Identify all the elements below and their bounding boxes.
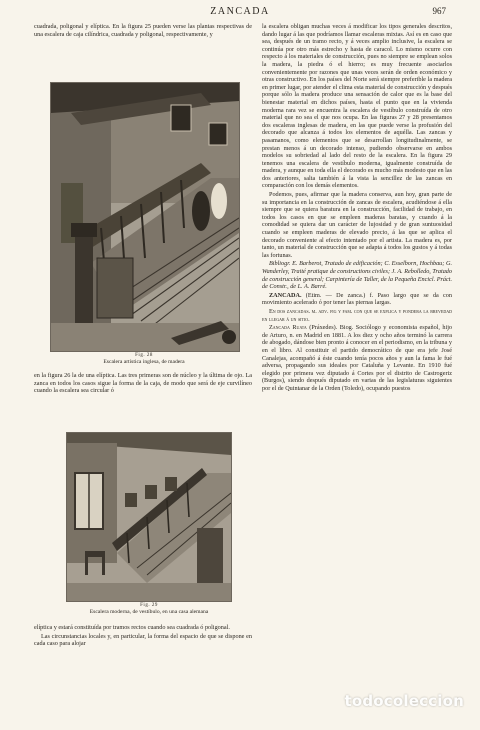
entry-zancada [262, 292, 452, 307]
vestibule-staircase-illustration [67, 433, 231, 601]
running-title: ZANCADA [210, 6, 270, 17]
figure-29-label: Fig. 29 [140, 603, 158, 608]
paragraph: la escalera obligan muchas veces á modificar los tipos generales descritos, dando lugar á las que podríamos llamar escaleras mixtas. Así es en caso que sea, después de un tramo recto, y á veces amplio inclusive, la escalera se continúa por otro más estrecho y hasta de caracol. Lo mismo ocurre con respecto á los materiales de construcción, pues no siempre se emplean solos la madera, la piedra ó el hierro; es muy frecuente asociarlos convenientemente por razones que unas veces serán de orden económico y otras constructivo. En los países del Norte será siempre preferible la madera en primer lugar, por atender el clima esta material de construcción y después porque sólo la madera produce una sensación de calor que es la base del bienestar material en dichos países, hasta el punto que en la vivienda moderna rara vez se encuentra la escalera de vestíbulo construída de otro material que no sea el que nos ocupa. En las figuras 27 y 28 presentamos dos escaleras inglesas de madera, en las que puede verse la profusión del decorado que alcanza á todos los elementos de aquélla. Las zancas y pasamanos, como elementos que se desarrollan longitudinalmente, se prestan menos á un decorado intenso, pudiendo observarse en ambos modelos su sobriedad al lado del resto de la escalera. En la figura 29 tenemos una escalera de vestíbulo moderna, igualmente construída de madera, y aunque en toda ella el decorado es mucho más modesto que en las dos anteriores, salta también á la vista la sencillez de las zancas en comparación con los demás elementos. [262, 23, 452, 190]
locution-text: En dos zancadas. m. adv. fig y fam. con que se explica y pondera la brevedad en llegar á un sitio. [262, 307, 452, 323]
watermark-logo: todocoleccion [344, 692, 464, 710]
left-column-top-text [34, 23, 252, 39]
figure-28-engraving [50, 82, 240, 352]
figure-29-caption-text: Escalera moderna, de vestíbulo, en una casa alemana [89, 609, 209, 615]
figure-29-caption [46, 602, 252, 616]
paragraph: Podemos, pues, afirmar que la madera conserva, aun hoy, gran parte de su importancia en la construcción de zancas de escalera, acudiéndose á ella siempre que se quiera baratura en la construcción, facilidad de trabajo, en todos los casos en que se empleen maderas baratas, y cuando á la comodidad se quiera dar un carácter de lujosidad y de gran suntuosidad cuando se empleen maderas de elevado precio, á las que se aplica el decorado conveniente al efecto intentado por el artista. La madera es, por tanto, un material de construcción que se adapta á todos los gustos y á todas las fortunas. [262, 191, 452, 259]
page-number: 967 [432, 6, 446, 16]
paragraph: elíptica y estará constituída por tramos rectos cuando sea cuadrada ó poligonal. [34, 624, 230, 631]
staircase-engraving-illustration [51, 83, 239, 351]
entry-definition: (Etim. — De zanca.) f. Paso largo que se da con movimiento acelerado ó por tener las piernas largas. [262, 291, 452, 307]
figure-28-caption-text: Escalera artística inglesa, de madera [103, 359, 185, 365]
biography-text: (Práxedes). Biog. Sociólogo y economista español, hijo de Arturo, n. en Madrid en 1881. A los diez y ocho años terminó la carrera de abogado, dándose bien pronto á conocer en el periodismo, en la tribuna y en el libro. Al constituir el partido democrático de que era jefe José Canalejas, acompañó á éste cuando tenía pocos años y aun la fama le fué adversa, propagando sus ideales por Cataluña y Levante. En 1910 fué elegido por primera vez diputado á Cortes por el distrito de Castrogeriz (Burgos), siendo después diputado en varias de las legislaturas siguientes por el de Quintanar de la Orden (Toledo), ocupando puestos [262, 324, 453, 392]
figure-29-engraving [66, 432, 232, 602]
entry-headword: ZANCADA. [269, 291, 302, 299]
left-column-mid-text [34, 372, 252, 396]
figure-28-label: Fig. 28 [135, 353, 153, 358]
paragraph: en la figura 26 la de una elíptica. Las tres primeras son de núcleo y la última de ojo. La zanca en todos los casos sigue la forma de la caja, de modo que será de eje curvilíneo cuando la escalera sea circular ó [34, 372, 252, 395]
paragraph: Las circunstancias locales y, en particular, la forma del espacio de que se dispone en cada caso para alojar [34, 632, 252, 648]
entry-biography [262, 324, 452, 392]
paragraph: cuadrada, poligonal y elíptica. En la figura 25 pueden verse las plantas respectivas de una escalera de caja cilíndrica, cuadrada y poligonal, respectivamente, y [34, 23, 252, 38]
entry-locution [262, 308, 452, 323]
figure-28-caption [50, 352, 238, 366]
bibliography-text: Bibliogr. E. Barberot, Tratado de edificación; C. Esselborn, Hochbau; G. Wanderley, Traité pratique de constructions civiles; J. A. Rebolledo, Tratado de construcción general; Carpintería de Taller, de la Pequeña Encicl. Práct. de Constr., de L. A. Barré. [262, 260, 452, 291]
right-column-text [262, 23, 452, 394]
bibliography [262, 260, 452, 290]
biography-headword: Zancada Ruata [269, 324, 307, 332]
left-column-bottom-text [34, 624, 252, 649]
page-header [0, 6, 480, 22]
